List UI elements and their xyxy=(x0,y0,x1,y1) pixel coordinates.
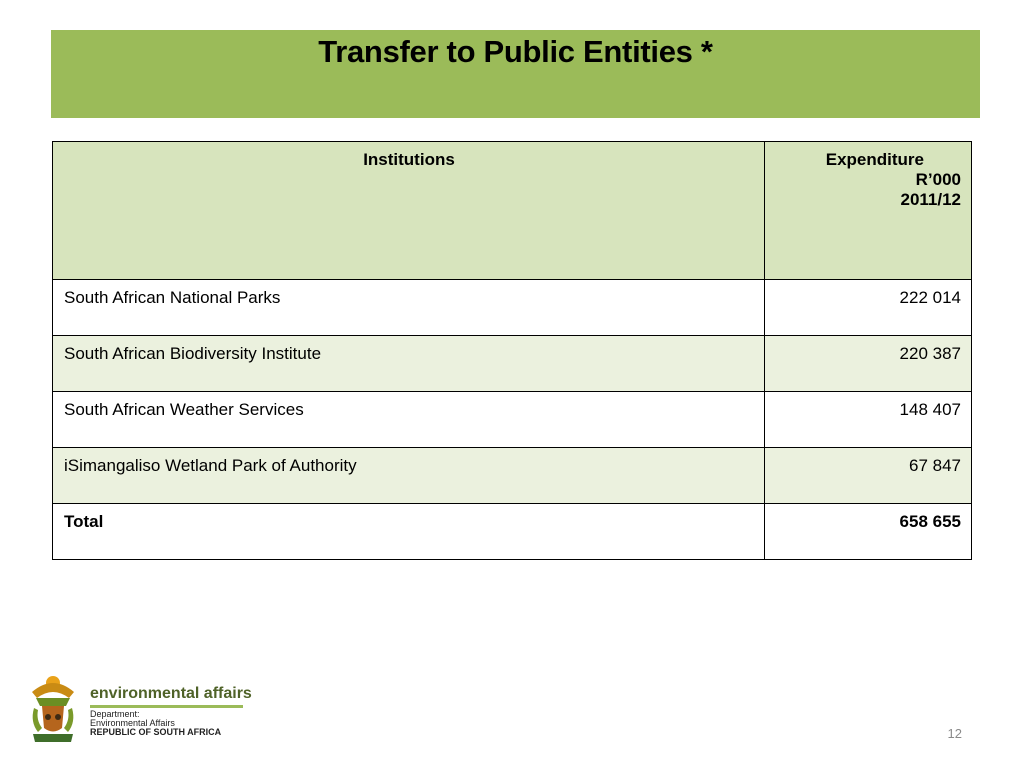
logo-department-name: Environmental Affairs xyxy=(90,718,175,728)
institution-cell: iSimangaliso Wetland Park of Authority xyxy=(53,448,765,504)
total-label: Total xyxy=(53,504,765,560)
logo-department-label: Department: xyxy=(90,709,140,719)
logo-brand-name: environmental affairs xyxy=(90,685,252,702)
page-number: 12 xyxy=(947,726,962,741)
title-banner xyxy=(51,30,980,118)
logo-divider xyxy=(90,705,243,708)
amount-cell: 220 387 xyxy=(765,336,972,392)
amount-cell: 67 847 xyxy=(765,448,972,504)
table-row xyxy=(53,448,972,504)
amount-cell: 222 014 xyxy=(765,280,972,336)
coat-of-arms-icon xyxy=(24,672,82,746)
table-row xyxy=(53,280,972,336)
expenditure-header xyxy=(765,142,972,280)
table-header-row xyxy=(53,142,972,280)
logo-country: REPUBLIC OF SOUTH AFRICA xyxy=(90,727,222,737)
institution-cell: South African Biodiversity Institute xyxy=(53,336,765,392)
institution-cell: South African Weather Services xyxy=(53,392,765,448)
institutions-header: Institutions xyxy=(53,142,765,280)
expenditure-table xyxy=(52,141,972,560)
amount-cell: 148 407 xyxy=(765,392,972,448)
table-row xyxy=(53,392,972,448)
slide-title: Transfer to Public Entities * xyxy=(318,34,713,69)
department-logo xyxy=(24,672,252,746)
table-row xyxy=(53,336,972,392)
total-row xyxy=(53,504,972,560)
expenditure-header-label: Expenditure xyxy=(825,150,924,169)
expenditure-header-unit: R’000 xyxy=(915,170,961,189)
expenditure-header-year: 2011/12 xyxy=(900,190,961,209)
institution-cell: South African National Parks xyxy=(53,280,765,336)
total-amount: 658 655 xyxy=(765,504,972,560)
